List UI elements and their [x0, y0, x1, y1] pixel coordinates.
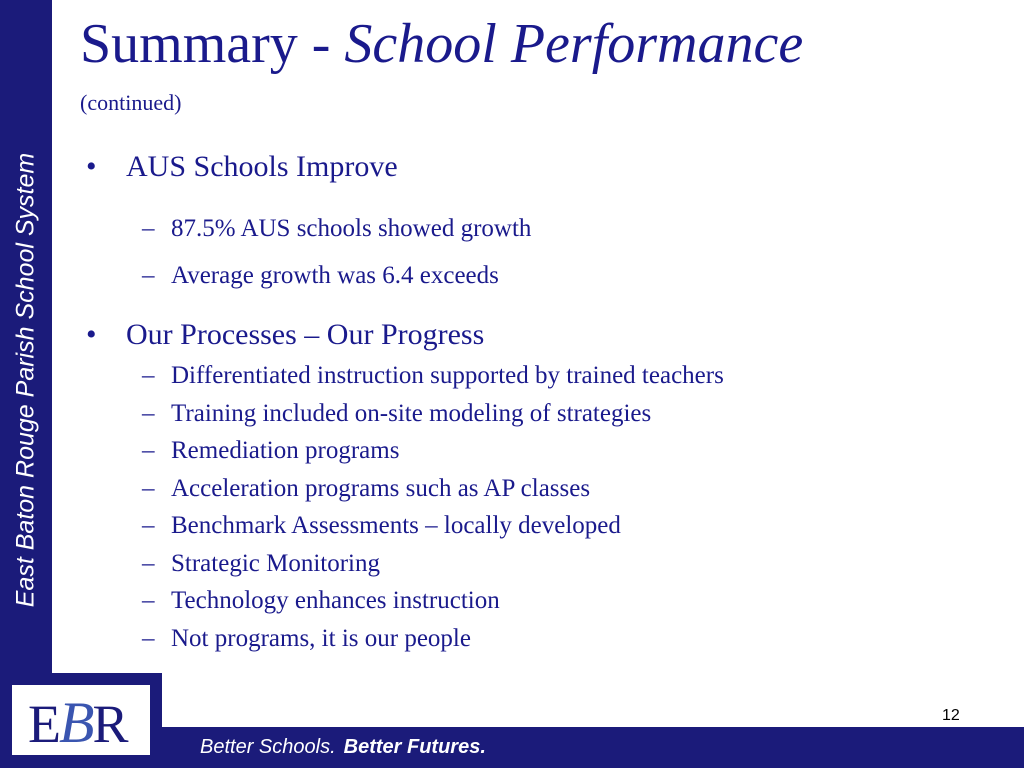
dash-icon: – — [142, 475, 155, 502]
dash-icon: – — [142, 362, 155, 389]
slide-subtitle: (continued) — [80, 90, 182, 115]
slide-title-main: Summary - — [80, 13, 345, 75]
sub-bullet-item — [142, 362, 724, 390]
tagline-part-1: Better Schools. — [200, 736, 336, 758]
dash-icon: – — [142, 625, 155, 652]
sub-bullet-label: Benchmark Assessments – locally developed — [171, 512, 621, 539]
bullet-item — [86, 318, 484, 352]
bullet-label: AUS Schools Improve — [126, 150, 398, 183]
sub-bullet-label: 87.5% AUS schools showed growth — [171, 215, 532, 242]
bullet-dot-icon: • — [86, 150, 97, 183]
slide-title — [80, 13, 804, 75]
sub-bullet-item — [142, 215, 531, 243]
sub-bullet-label: Training included on-site modeling of strategies — [171, 400, 652, 427]
bullet-dot-icon: • — [86, 318, 97, 351]
bullet-label: Our Processes – Our Progress — [126, 318, 485, 351]
sub-bullet-label: Technology enhances instruction — [171, 587, 500, 614]
sub-bullet-item — [142, 475, 590, 503]
bullet-item — [86, 150, 398, 184]
sub-bullet-item — [142, 400, 651, 428]
dash-icon: – — [142, 587, 155, 614]
sub-bullet-item — [142, 587, 500, 615]
sub-bullet-label: Strategic Monitoring — [171, 550, 380, 577]
sub-bullet-item — [142, 512, 621, 540]
ebr-logo — [0, 673, 162, 768]
sub-bullet-item — [142, 437, 399, 465]
dash-icon: – — [142, 215, 155, 242]
sub-bullet-item — [142, 262, 499, 290]
sub-bullet-item — [142, 550, 380, 578]
sub-bullet-label: Average growth was 6.4 exceeds — [171, 262, 499, 289]
tagline-part-2: Better Futures. — [343, 736, 486, 758]
dash-icon: – — [142, 400, 155, 427]
sidebar-organization-name: East Baton Rouge Parish School System — [11, 152, 40, 608]
sub-bullet-label: Acceleration programs such as AP classes — [171, 475, 591, 502]
dash-icon: – — [142, 512, 155, 539]
sub-bullet-label: Differentiated instruction supported by trained teachers — [171, 362, 724, 389]
dash-icon: – — [142, 550, 155, 577]
sub-bullet-item — [142, 625, 471, 653]
logo-panel — [12, 685, 150, 755]
sidebar-band — [0, 0, 52, 768]
slide-title-italic: School Performance — [344, 13, 804, 75]
page-number: 12 — [942, 707, 960, 724]
dash-icon: – — [142, 262, 155, 289]
footer-tagline — [200, 736, 486, 759]
sub-bullet-label: Not programs, it is our people — [171, 625, 471, 652]
logo-letters: EBR — [28, 690, 127, 755]
sub-bullet-label: Remediation programs — [171, 437, 400, 464]
dash-icon: – — [142, 437, 155, 464]
